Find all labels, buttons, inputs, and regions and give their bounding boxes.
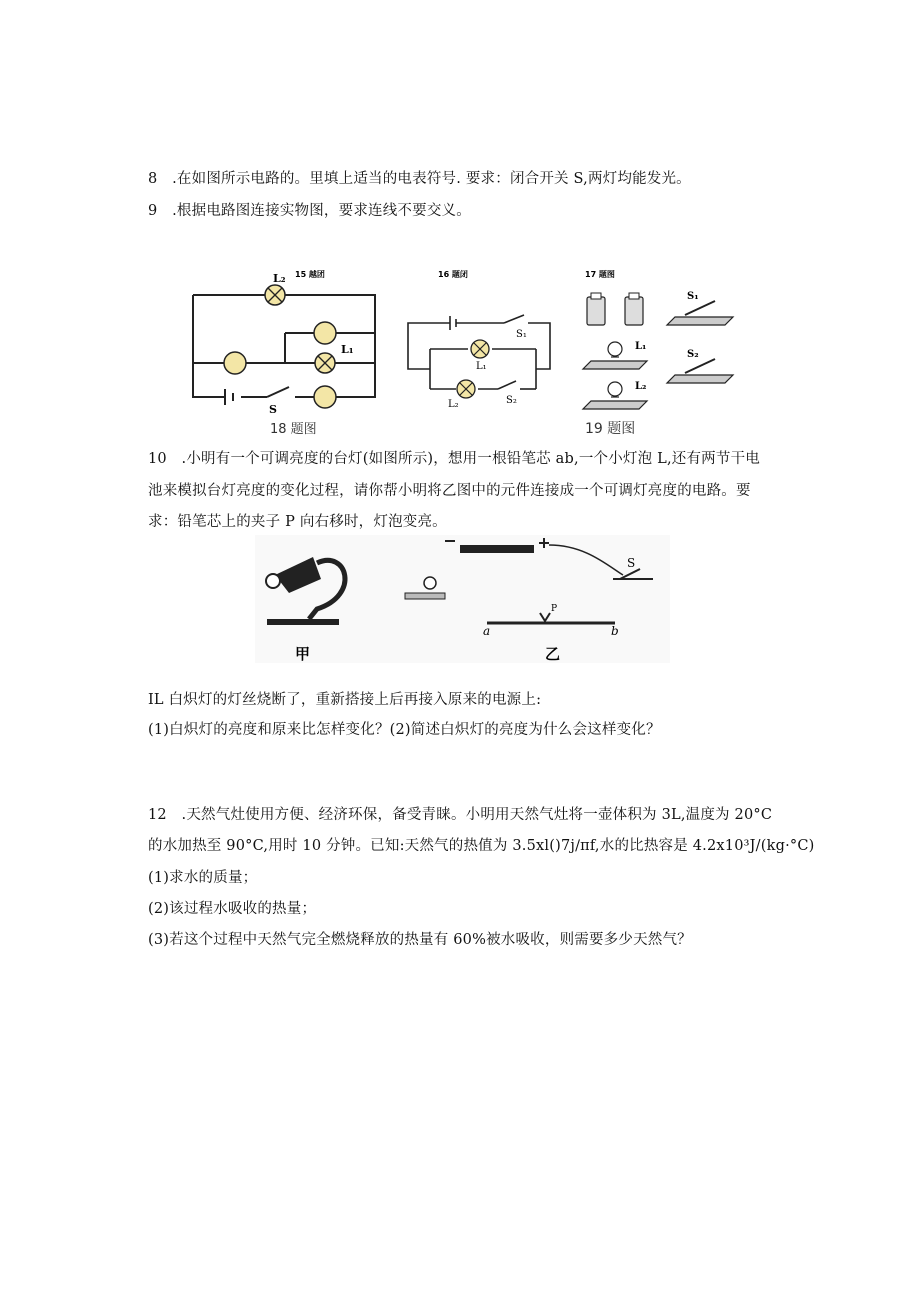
question-12-line-1: 12 .天然气灶使用方便、经济环保，备受青睐。小明用天然气灶将一壶体积为 3L,温度为 20°C: [148, 807, 773, 823]
label-S: S: [269, 403, 277, 416]
label-L1-c: L₁: [635, 341, 647, 352]
question-10-line-2: 池来模拟台灯亮度的变化过程，请你帮小明将乙图中的元件连接成一个可调灯亮度的电路。要: [148, 483, 751, 499]
label-S-lamp: S: [627, 556, 636, 570]
question-12-part-1: (1)求水的质量；: [148, 870, 258, 886]
lamp-figure: [255, 535, 670, 663]
question-11-line-2: (1)白炽灯的亮度和原来比怎样变化？(2)简述白炽灯的亮度为什么会这样变化？: [148, 722, 661, 738]
circuit-figure-16: [400, 265, 560, 415]
label-S1: S₁: [516, 329, 527, 340]
fig18-caption: 18 题图: [270, 422, 317, 437]
label-yi: 乙: [545, 645, 561, 663]
label-P: P: [551, 604, 558, 614]
label-a: a: [483, 624, 491, 638]
label-S1-c: S₁: [687, 291, 699, 302]
circuit-figure-18: [185, 265, 385, 425]
fig16-title: 16 题闭: [438, 270, 468, 279]
question-10-line-3: 求：铅笔芯上的夹子 P 向右移时，灯泡变亮。: [148, 514, 447, 530]
fig15-title: 15 越团: [295, 270, 325, 279]
label-L1: L₁: [341, 343, 354, 356]
label-L2-c: L₂: [635, 381, 647, 392]
question-8: 8 .在如图所示电路的。里填上适当的电表符号. 要求：闭合开关 S,两灯均能发光。: [148, 171, 691, 187]
label-jia: 甲: [295, 645, 311, 663]
label-L2: L₂: [273, 272, 286, 285]
physical-components-figure-19: [575, 265, 745, 435]
label-b: b: [611, 624, 619, 638]
label-L1-b: L₁: [476, 361, 487, 372]
label-L2-b: L₂: [448, 399, 459, 410]
question-9: 9 .根据电路图连接实物图，要求连线不要交义。: [148, 203, 471, 219]
fig17-title: 17 题图: [585, 270, 615, 279]
question-10-line-1: 10 .小明有一个可调亮度的台灯(如图所示)，想用一根铅笔芯 ab,一个小灯泡 L,还有两节干电: [148, 451, 760, 467]
fig19-caption: 19 题图: [585, 421, 636, 437]
question-12-line-2: 的水加热至 90°C,用时 10 分钟。已知:天然气的热值为 3.5xl()7j∕πf,水的比热容是 4.2x10³J/(kg·°C): [148, 838, 815, 854]
label-S2: S₂: [506, 395, 517, 406]
question-12-part-2: (2)该过程水吸收的热量；: [148, 901, 317, 917]
label-S2-c: S₂: [687, 349, 699, 360]
question-11-line-1: IL 白炽灯的灯丝烧断了，重新搭接上后再接入原来的电源上:: [148, 692, 542, 708]
question-12-part-3: (3)若这个过程中天然气完全燃烧释放的热量有 60%被水吸收，则需要多少天然气？: [148, 932, 692, 948]
